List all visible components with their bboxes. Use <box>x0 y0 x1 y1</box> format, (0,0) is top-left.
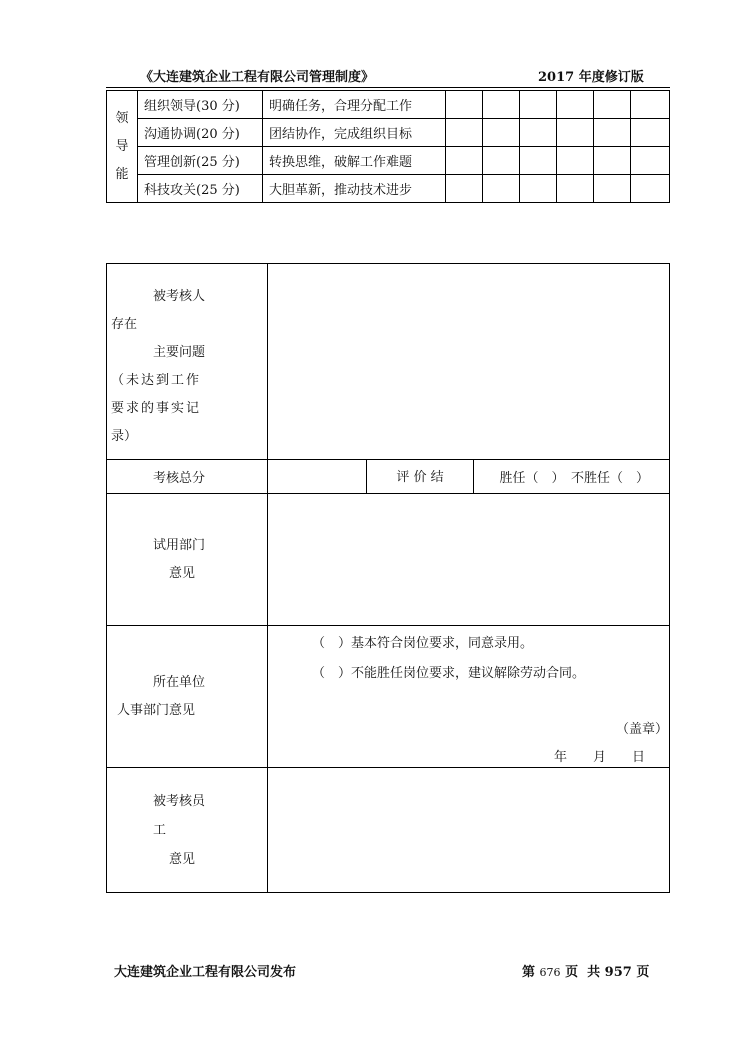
score-cell[interactable] <box>631 147 670 175</box>
table-row <box>107 147 670 175</box>
score-cell[interactable] <box>520 119 557 147</box>
criterion-cell: 组织领导(30 分) <box>138 91 263 119</box>
dept-opinion-field[interactable] <box>268 494 670 626</box>
score-cell[interactable] <box>520 175 557 203</box>
score-cell[interactable] <box>557 91 594 119</box>
document-title: 《大连建筑企业工程有限公司管理制度》 <box>140 70 375 85</box>
total-score-field[interactable] <box>268 460 367 494</box>
score-cell[interactable] <box>483 147 520 175</box>
table-row <box>107 460 670 494</box>
score-cell[interactable] <box>520 147 557 175</box>
table-row <box>107 494 670 626</box>
hr-opinion-label <box>107 626 268 768</box>
score-cell[interactable] <box>594 147 631 175</box>
evaluation-table <box>106 263 670 893</box>
score-cell[interactable] <box>557 119 594 147</box>
score-cell[interactable] <box>631 119 670 147</box>
edition-label: 2017 年度修订版 <box>538 70 644 85</box>
score-cell[interactable] <box>594 119 631 147</box>
criterion-cell: 管理创新(25 分) <box>138 147 263 175</box>
employee-opinion-field[interactable] <box>268 768 670 893</box>
hr-opinion-field <box>268 626 670 768</box>
score-cell[interactable] <box>483 175 520 203</box>
hr-label-line: 所在单位 <box>153 674 206 690</box>
hr-option-terminate[interactable]: （ ）不能胜任岗位要求，建议解除劳动合同。 <box>312 666 586 681</box>
page-number <box>522 961 649 980</box>
dept-opinion-label <box>107 494 268 626</box>
footer-publisher: 大连建筑企业工程有限公司发布 <box>114 965 297 980</box>
result-options[interactable]: 胜任（ ） 不胜任（ ） <box>474 460 670 494</box>
table-row <box>107 175 670 203</box>
problems-label-line: 被考核人 <box>153 288 206 304</box>
hr-label-line: 人事部门意见 <box>117 702 196 718</box>
score-cell[interactable] <box>483 91 520 119</box>
employee-opinion-label <box>107 768 268 893</box>
problems-field[interactable] <box>268 264 670 460</box>
table-row <box>107 768 670 893</box>
problems-label-cell <box>107 264 268 460</box>
category-char: 导 <box>115 138 129 154</box>
leadership-table <box>106 90 670 203</box>
score-cell[interactable] <box>446 119 483 147</box>
problems-label-line: 要求的事实记 <box>111 400 202 416</box>
date-label: 年 月 日 <box>554 750 646 765</box>
total-score-label: 考核总分 <box>107 460 268 494</box>
table-row <box>107 119 670 147</box>
seal-label: （盖章） <box>616 722 669 737</box>
page-suffix: 页 <box>636 965 650 980</box>
description-cell: 明确任务，合理分配工作 <box>263 91 446 119</box>
table-row <box>107 626 670 768</box>
page-prefix: 第 <box>522 965 536 980</box>
hr-option-approve[interactable]: （ ）基本符合岗位要求，同意录用。 <box>312 636 534 651</box>
problems-label-line: 主要问题 <box>153 344 206 360</box>
table-row <box>107 91 670 119</box>
employee-label-line: 意见 <box>169 851 196 867</box>
criterion-cell: 科技攻关(25 分) <box>138 175 263 203</box>
dept-label-line: 试用部门 <box>153 537 206 553</box>
category-char: 领 <box>115 110 129 126</box>
problems-label-line: 存在 <box>111 316 138 332</box>
employee-label-line: 工 <box>153 822 167 838</box>
score-cell[interactable] <box>520 91 557 119</box>
score-cell[interactable] <box>594 175 631 203</box>
category-char: 能 <box>115 166 129 182</box>
header-divider <box>106 87 670 88</box>
score-cell[interactable] <box>631 175 670 203</box>
problems-label-line: 录） <box>111 428 138 444</box>
score-cell[interactable] <box>631 91 670 119</box>
problems-label-line: （未达到工作 <box>111 372 202 388</box>
description-cell: 转换思维，破解工作难题 <box>263 147 446 175</box>
score-cell[interactable] <box>557 175 594 203</box>
page-total: 957 <box>604 965 632 980</box>
category-cell <box>107 91 138 203</box>
score-cell[interactable] <box>446 147 483 175</box>
table-row <box>107 264 670 460</box>
score-cell[interactable] <box>557 147 594 175</box>
dept-label-line: 意见 <box>169 565 196 581</box>
description-cell: 团结协作，完成组织目标 <box>263 119 446 147</box>
criterion-cell: 沟通协调(20 分) <box>138 119 263 147</box>
score-cell[interactable] <box>446 91 483 119</box>
employee-label-line: 被考核员 <box>153 793 206 809</box>
page-current: 676 <box>539 966 561 979</box>
page-middle: 页 共 <box>565 965 601 980</box>
score-cell[interactable] <box>446 175 483 203</box>
result-label: 评 价 结 <box>367 460 474 494</box>
description-cell: 大胆革新，推动技术进步 <box>263 175 446 203</box>
score-cell[interactable] <box>594 91 631 119</box>
score-cell[interactable] <box>483 119 520 147</box>
